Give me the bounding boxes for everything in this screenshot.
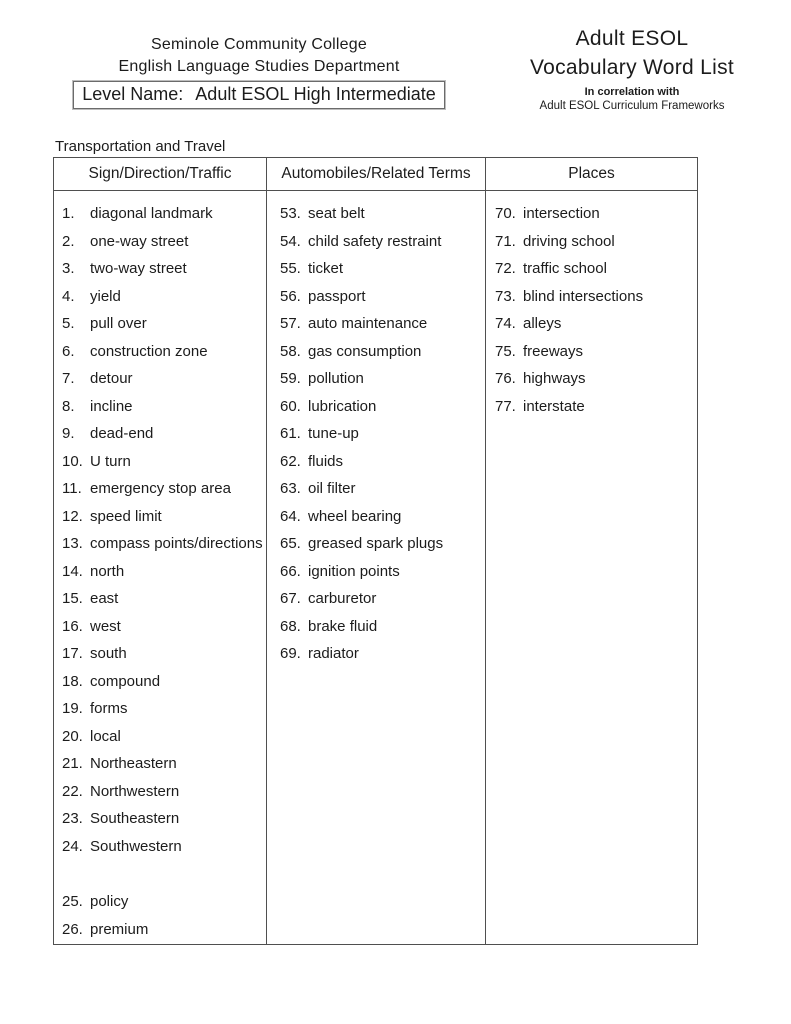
level-name-value: Adult ESOL High Intermediate: [195, 84, 436, 104]
item-number: 65.: [280, 535, 301, 552]
item-number: 13.: [62, 535, 83, 552]
item-number: 71.: [495, 232, 516, 250]
item-number: 54.: [280, 232, 301, 250]
item-number: 15.: [62, 590, 83, 607]
item-number: 26.: [62, 920, 83, 938]
vocab-item: [495, 365, 697, 393]
item-text: highways: [523, 370, 586, 387]
table-column: [486, 158, 697, 944]
item-text: yield: [90, 287, 121, 305]
vocab-item: [495, 200, 697, 228]
vocab-item: [62, 750, 266, 778]
vocab-item: [495, 255, 697, 283]
vocab-item: [62, 420, 266, 448]
item-text: diagonal landmark: [90, 205, 213, 222]
item-text: compound: [90, 672, 161, 690]
item-text: dead-end: [90, 425, 154, 442]
item-number: 66.: [280, 562, 301, 580]
item-text: west: [90, 617, 121, 635]
vocab-item: [280, 365, 485, 393]
vocab-item: [62, 613, 266, 641]
vocab-item: [62, 310, 266, 338]
item-number: 12.: [62, 507, 83, 525]
item-number: 69.: [280, 645, 301, 662]
item-number: 60.: [280, 397, 301, 415]
table-column: [54, 158, 266, 944]
vocab-item: [280, 585, 485, 613]
vocab-item: [280, 283, 485, 311]
item-text: Southwestern: [90, 837, 182, 855]
item-text: gas consumption: [308, 342, 422, 360]
item-number: 14.: [62, 562, 83, 580]
vocab-item: [280, 475, 485, 503]
item-number: 75.: [495, 342, 516, 360]
item-text: local: [90, 727, 121, 745]
vocab-item: [280, 558, 485, 586]
item-text: seat belt: [308, 205, 365, 222]
vocab-item: [62, 530, 266, 558]
vocab-item: [280, 228, 485, 256]
vocab-item: [280, 338, 485, 366]
vocab-table: [53, 157, 698, 945]
vocab-item: [62, 228, 266, 256]
item-number: 22.: [62, 782, 83, 800]
vocab-item: [62, 393, 266, 421]
item-text: two-way street: [90, 260, 187, 277]
item-text: blind intersections: [523, 287, 644, 305]
item-text: east: [90, 590, 119, 607]
table-column: [266, 158, 486, 944]
item-number: 77.: [495, 397, 516, 415]
vocab-item: [62, 723, 266, 751]
vocab-item: [62, 695, 266, 723]
vocab-item: [62, 558, 266, 586]
item-number: 57.: [280, 315, 301, 332]
column-header: Sign/Direction/Traffic: [54, 158, 266, 191]
item-text: traffic school: [523, 260, 607, 277]
item-text: north: [90, 562, 125, 580]
document-subtitle-line1: In correlation with: [584, 86, 680, 98]
item-number: 11.: [62, 480, 82, 497]
institution-name: Seminole Community College: [151, 36, 367, 53]
item-number: 21.: [62, 755, 83, 772]
item-text: passport: [308, 287, 366, 305]
vocab-item: [495, 283, 697, 311]
item-text: construction zone: [90, 342, 208, 360]
vocab-item: [62, 888, 266, 916]
vocab-item: [62, 448, 266, 476]
item-text: speed limit: [90, 507, 162, 525]
item-text: forms: [90, 700, 128, 717]
document-title-block: [508, 24, 756, 113]
item-number: 9.: [62, 425, 75, 442]
column-body: [486, 191, 697, 420]
item-text: interstate: [523, 397, 585, 415]
item-text: fluids: [308, 452, 344, 470]
item-text: Northeastern: [90, 755, 177, 772]
vocab-item: [495, 338, 697, 366]
section-title: Transportation and Travel: [55, 138, 226, 155]
level-name-label: Level Name:: [82, 84, 184, 104]
item-text: U turn: [90, 452, 131, 470]
vocab-item: [62, 805, 266, 833]
item-text: tune-up: [308, 425, 359, 442]
item-text: carburetor: [308, 590, 377, 607]
document-title-line1: Adult ESOL: [575, 27, 689, 50]
vocab-item: [280, 310, 485, 338]
vocab-item: [495, 228, 697, 256]
department-name: English Language Studies Department: [118, 58, 400, 75]
item-text: south: [90, 645, 127, 662]
vocab-item: [280, 420, 485, 448]
vocab-item: [280, 200, 485, 228]
item-number: 5.: [62, 315, 75, 332]
item-number: 72.: [495, 260, 516, 277]
item-text: compass points/directions: [90, 535, 263, 552]
institution-header: [64, 34, 454, 109]
vocab-item: [62, 255, 266, 283]
item-text: alleys: [523, 315, 562, 332]
item-number: 6.: [62, 342, 75, 360]
document-subtitle-line2: Adult ESOL Curriculum Frameworks: [539, 100, 725, 112]
vocab-item: [62, 200, 266, 228]
item-number: 7.: [62, 370, 75, 387]
vocab-item: [280, 503, 485, 531]
item-number: 55.: [280, 260, 301, 277]
item-number: 8.: [62, 397, 75, 415]
vocab-item: [280, 448, 485, 476]
item-text: emergency stop area: [90, 480, 231, 497]
vocab-item: [62, 503, 266, 531]
item-text: auto maintenance: [308, 315, 428, 332]
vocab-item: [62, 640, 266, 668]
item-text: driving school: [523, 232, 615, 250]
item-number: 64.: [280, 507, 301, 525]
item-number: 61.: [280, 425, 301, 442]
item-text: pull over: [90, 315, 147, 332]
level-name-box: [73, 81, 445, 109]
column-body: [267, 191, 485, 668]
item-text: lubrication: [308, 397, 377, 415]
item-number: 20.: [62, 727, 83, 745]
column-header: Automobiles/Related Terms: [267, 158, 485, 191]
item-number: 62.: [280, 452, 301, 470]
item-text: radiator: [308, 645, 359, 662]
item-text: greased spark plugs: [308, 535, 444, 552]
item-text: freeways: [523, 342, 584, 360]
document-title-line2: Vocabulary Word List: [529, 56, 735, 79]
item-text: wheel bearing: [308, 507, 402, 525]
vocab-item: [62, 778, 266, 806]
vocab-item: [62, 668, 266, 696]
item-text: policy: [90, 893, 129, 910]
item-text: Southeastern: [90, 810, 180, 827]
vocab-item: [280, 530, 485, 558]
item-number: 73.: [495, 287, 516, 305]
item-text: premium: [90, 920, 149, 938]
vocab-item: [62, 916, 266, 944]
item-text: brake fluid: [308, 617, 378, 635]
item-text: one-way street: [90, 232, 189, 250]
vocab-item: [495, 310, 697, 338]
column-body: [54, 191, 266, 943]
item-number: 16.: [62, 617, 83, 635]
item-number: 4.: [62, 287, 75, 305]
item-number: 18.: [62, 672, 83, 690]
item-number: 68.: [280, 617, 301, 635]
vocab-item: [280, 393, 485, 421]
item-text: oil filter: [308, 480, 356, 497]
item-text: ignition points: [308, 562, 400, 580]
item-number: 56.: [280, 287, 301, 305]
item-number: 58.: [280, 342, 301, 360]
vocab-item: [62, 338, 266, 366]
item-number: 24.: [62, 837, 83, 855]
vocab-item: [280, 640, 485, 668]
item-number: 3.: [62, 260, 75, 277]
item-number: 2.: [62, 232, 75, 250]
vocab-item: [62, 365, 266, 393]
item-text: intersection: [523, 205, 600, 222]
vocab-item: [280, 613, 485, 641]
item-number: 17.: [62, 645, 83, 662]
vocab-item: [280, 255, 485, 283]
vocab-item: [62, 283, 266, 311]
item-number: 76.: [495, 370, 516, 387]
vocab-item: [62, 833, 266, 861]
item-number: 10.: [62, 452, 83, 470]
item-number: 70.: [495, 205, 516, 222]
item-number: 25.: [62, 893, 83, 910]
item-number: 19.: [62, 700, 83, 717]
item-text: detour: [90, 370, 133, 387]
vocab-item: [495, 393, 697, 421]
item-text: Northwestern: [90, 782, 180, 800]
vocab-item: [62, 475, 266, 503]
column-header: Places: [486, 158, 697, 191]
item-number: 67.: [280, 590, 301, 607]
item-text: pollution: [308, 370, 364, 387]
vocab-item: [62, 585, 266, 613]
item-number: 23.: [62, 810, 83, 827]
item-number: 53.: [280, 205, 301, 222]
item-text: child safety restraint: [308, 232, 442, 250]
item-text: ticket: [308, 260, 344, 277]
item-text: incline: [90, 397, 133, 415]
item-number: 74.: [495, 315, 516, 332]
item-number: 63.: [280, 480, 301, 497]
item-number: 59.: [280, 370, 301, 387]
item-number: 1.: [62, 205, 75, 222]
